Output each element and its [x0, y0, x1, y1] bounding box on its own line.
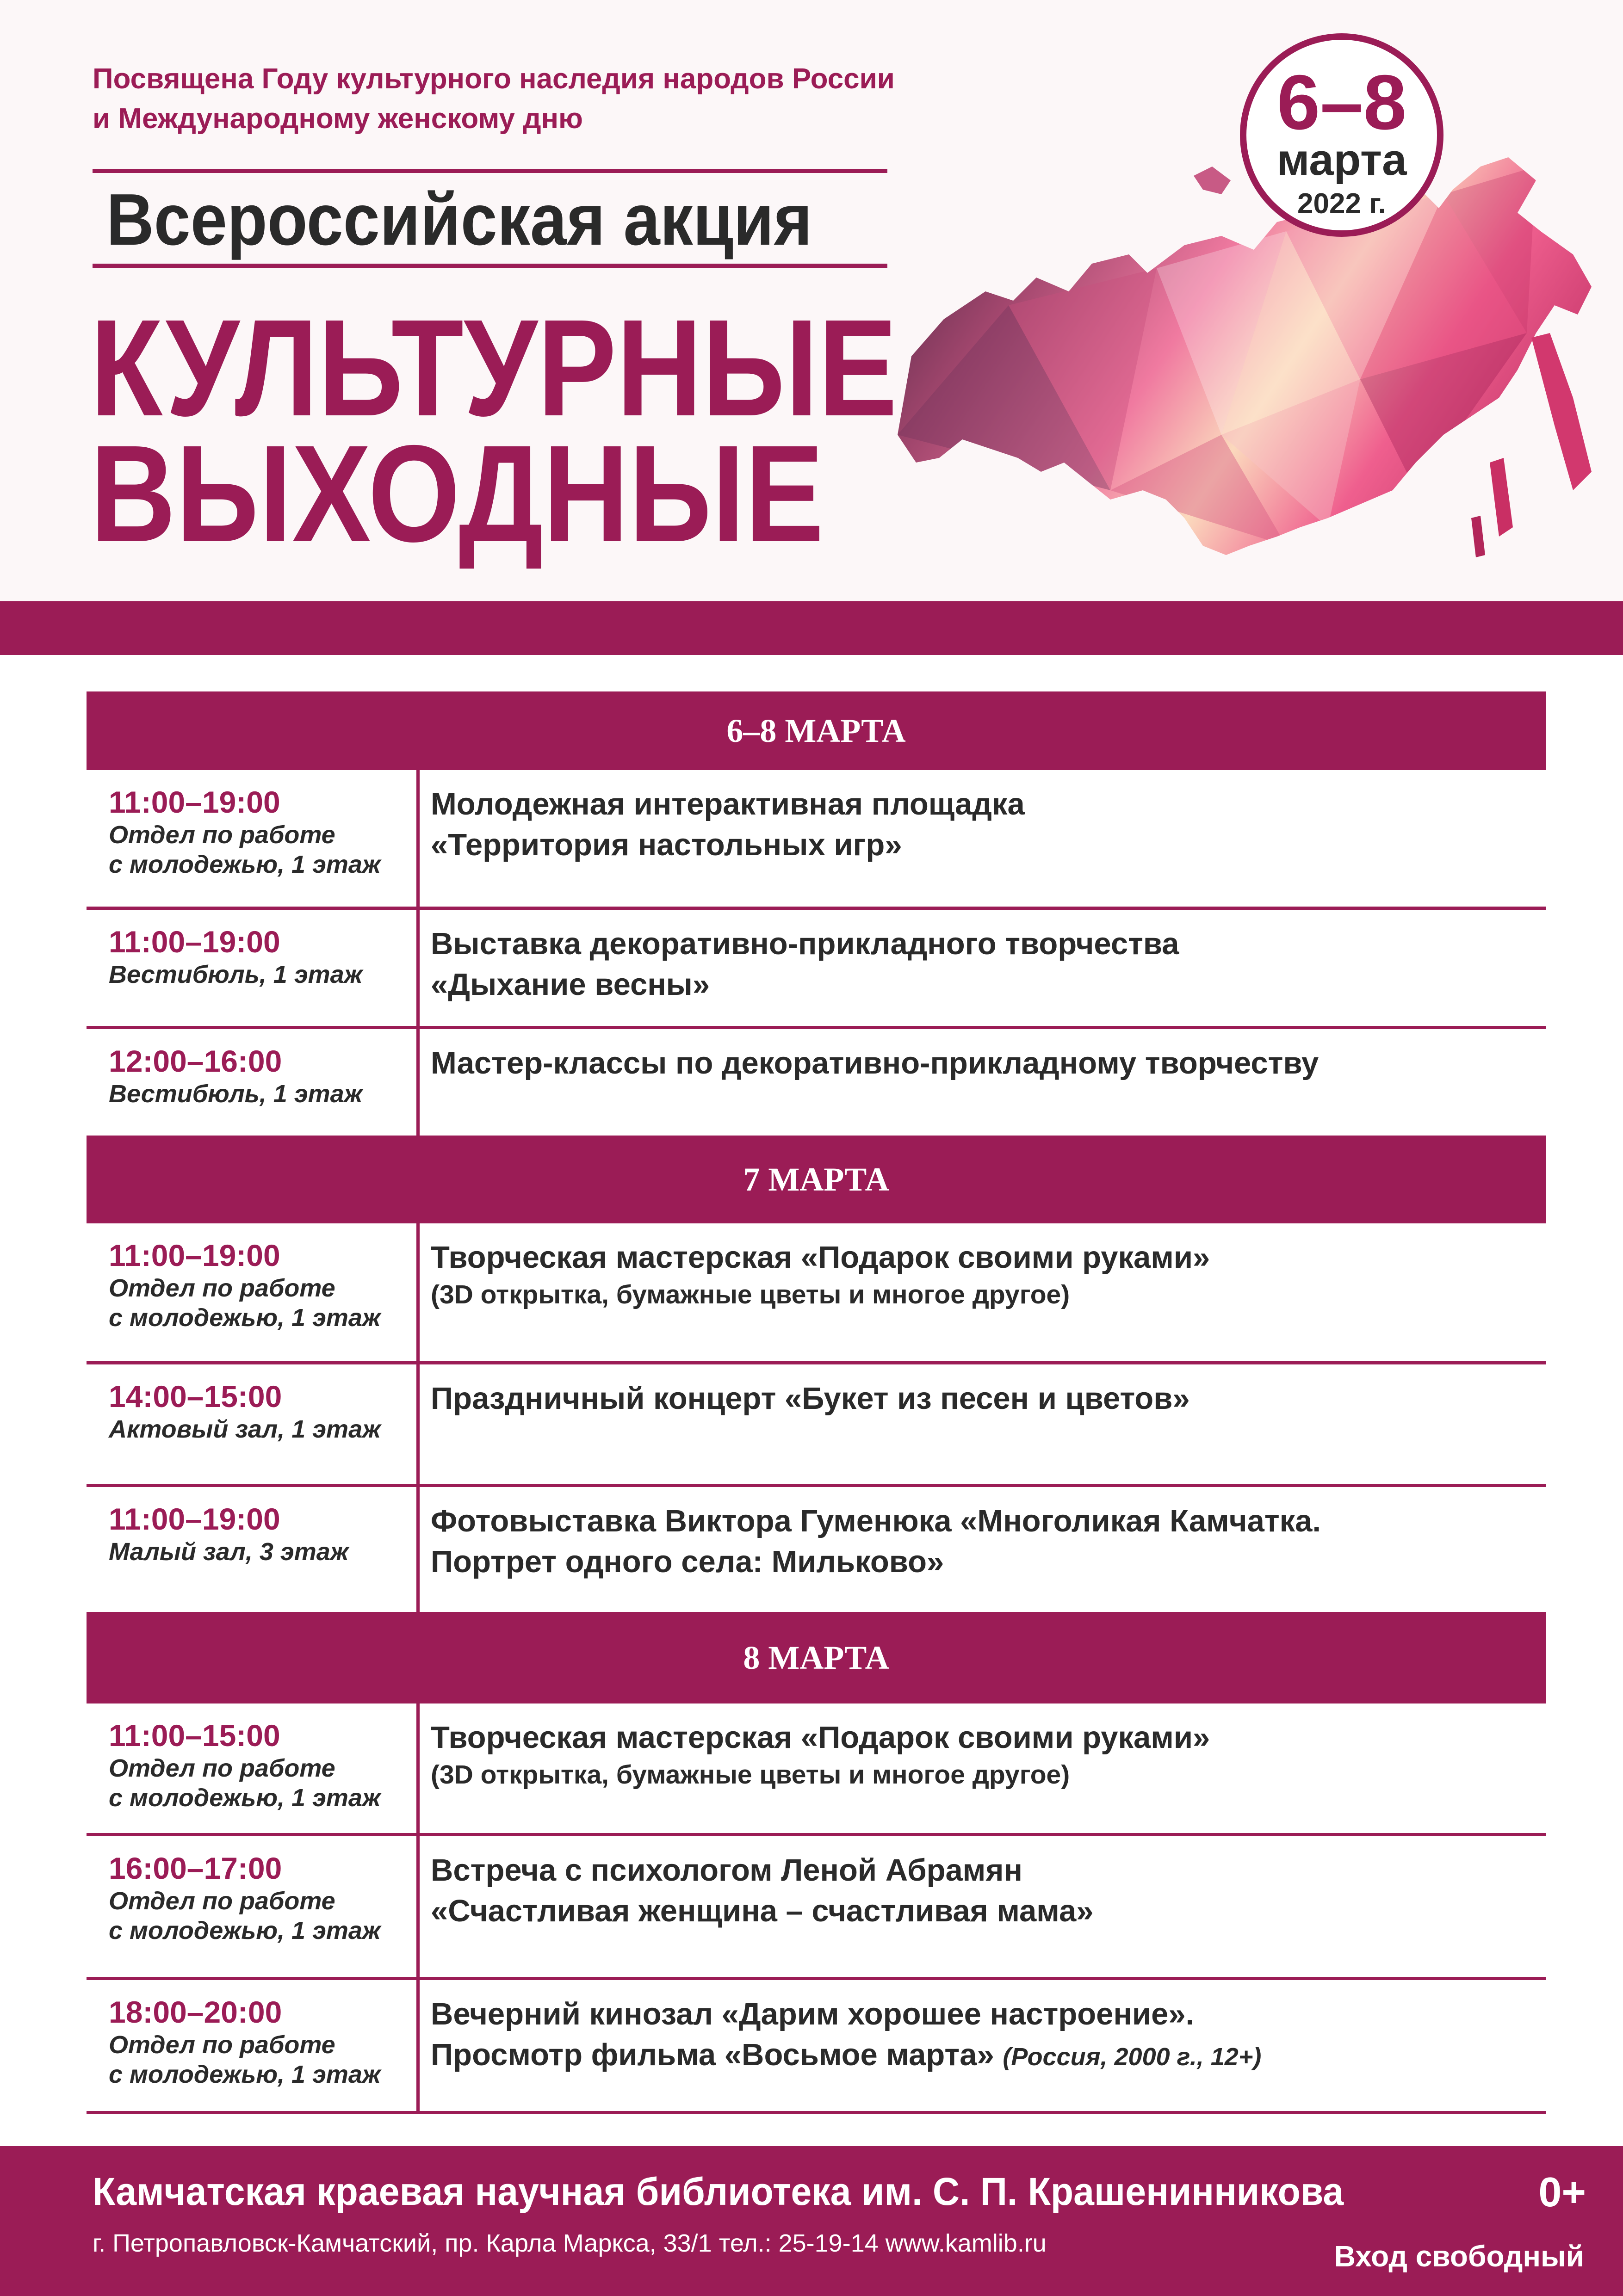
- day-header: 7 МАРТА: [87, 1136, 1546, 1223]
- event-title: Портрет одного села: Мильково»: [431, 1544, 944, 1579]
- action-heading: Всероссийская акция: [106, 179, 812, 260]
- title-rule-top: [93, 169, 887, 173]
- event-note: (Россия, 2000 г., 12+): [1003, 2043, 1262, 2071]
- event-venue: с молодежью, 1 этаж: [109, 851, 381, 878]
- event-venue: с молодежью, 1 этаж: [109, 2061, 381, 2088]
- event-time-venue: [87, 1703, 420, 1833]
- event-time: 14:00–15:00: [109, 1379, 282, 1413]
- event-description: [420, 1487, 1546, 1612]
- event-row: [87, 1029, 1546, 1136]
- library-name: Камчатская краевая научная библиотека им. С. П. Крашенинникова: [93, 2170, 1344, 2213]
- footer: [0, 2146, 1623, 2296]
- event-title: Встреча с психологом Леной Абрамян: [431, 1853, 1022, 1888]
- event-venue: Отдел по работе: [109, 1754, 335, 1782]
- event-venue: с молодежью, 1 этаж: [109, 1917, 381, 1944]
- event-time-venue: [87, 1487, 420, 1612]
- event-title: Праздничный концерт «Букет из песен и цветов»: [431, 1381, 1190, 1416]
- event-time: 12:00–16:00: [109, 1044, 282, 1078]
- dedication: [93, 59, 925, 139]
- event-title: Творческая мастерская «Подарок своими руками»: [431, 1240, 1210, 1275]
- event-row: [87, 770, 1546, 910]
- poster-title: [90, 291, 898, 571]
- title-rule-bottom: [93, 264, 887, 268]
- event-time: 11:00–19:00: [109, 785, 280, 819]
- event-row: [87, 910, 1546, 1029]
- date-badge: [1240, 33, 1443, 237]
- event-description: [420, 1364, 1546, 1484]
- age-rating: 0+: [1538, 2169, 1586, 2216]
- poster-title-line: КУЛЬТУРНЫЕ: [90, 291, 898, 445]
- event-time: 11:00–19:00: [109, 1502, 280, 1536]
- event-time: 11:00–15:00: [109, 1718, 280, 1753]
- event-description: [420, 1029, 1546, 1136]
- event-description: [420, 1223, 1546, 1361]
- event-title: «Территория настольных игр»: [431, 827, 902, 862]
- badge-year: 2022 г.: [1297, 188, 1386, 220]
- event-venue: Отдел по работе: [109, 821, 335, 849]
- poster-header: [0, 0, 1623, 601]
- event-time-venue: [87, 1364, 420, 1484]
- event-time: 11:00–19:00: [109, 1238, 280, 1272]
- event-venue: Актовый зал, 1 этаж: [109, 1415, 381, 1443]
- schedule-table: [87, 691, 1546, 2114]
- russia-map-illustration: [870, 135, 1619, 592]
- event-time-venue: [87, 1029, 420, 1136]
- event-venue: с молодежью, 1 этаж: [109, 1304, 381, 1332]
- event-title: Творческая мастерская «Подарок своими руками»: [431, 1720, 1210, 1755]
- event-row: [87, 1364, 1546, 1487]
- event-venue: Отдел по работе: [109, 1887, 335, 1915]
- event-venue: Вестибюль, 1 этаж: [109, 1080, 363, 1108]
- event-title-with-note: [431, 2035, 1546, 2077]
- event-description: [420, 1980, 1546, 2111]
- event-venue: Малый зал, 3 этаж: [109, 1538, 349, 1566]
- event-description: [420, 770, 1546, 907]
- event-time-venue: [87, 910, 420, 1026]
- event-row: [87, 1703, 1546, 1836]
- library-address: г. Петропавловск-Камчатский, пр. Карла Маркса, 33/1 тел.: 25-19-14 www.kamlib.ru: [93, 2229, 1047, 2257]
- header-band: [0, 601, 1623, 655]
- event-row: [87, 1223, 1546, 1364]
- event-title: «Счастливая женщина – счастливая мама»: [431, 1894, 1094, 1928]
- event-row: [87, 1980, 1546, 2114]
- event-venue: с молодежью, 1 этаж: [109, 1784, 381, 1812]
- event-title-text: Просмотр фильма «Восьмое марта»: [431, 2037, 994, 2072]
- event-subtitle: (3D открытка, бумажные цветы и многое другое): [431, 1280, 1070, 1309]
- event-time: 18:00–20:00: [109, 1995, 282, 2029]
- free-entry: Вход свободный: [1334, 2240, 1584, 2273]
- event-row: [87, 1836, 1546, 1980]
- event-title: Фотовыставка Виктора Гуменюка «Многоликая Камчатка.: [431, 1504, 1321, 1538]
- event-title: «Дыхание весны»: [431, 967, 710, 1002]
- event-row: [87, 1487, 1546, 1612]
- event-title: Выставка декоративно-прикладного творчества: [431, 926, 1179, 961]
- event-venue: Вестибюль, 1 этаж: [109, 961, 363, 988]
- event-title: Мастер-классы по декоративно-прикладному творчеству: [431, 1046, 1319, 1080]
- dedication-line: и Международному женскому дню: [93, 103, 583, 135]
- day-header: 8 МАРТА: [87, 1612, 1546, 1703]
- event-title: Молодежная интерактивная площадка: [431, 787, 1025, 821]
- event-venue: Отдел по работе: [109, 1274, 335, 1302]
- day-header: 6–8 МАРТА: [87, 691, 1546, 770]
- event-time-venue: [87, 770, 420, 907]
- event-time-venue: [87, 1980, 420, 2111]
- event-title: Вечерний кинозал «Дарим хорошее настроение».: [431, 1997, 1195, 2031]
- event-time: 16:00–17:00: [109, 1851, 282, 1885]
- event-subtitle: (3D открытка, бумажные цветы и многое другое): [431, 1760, 1070, 1790]
- event-description: [420, 910, 1546, 1026]
- event-description: [420, 1703, 1546, 1833]
- event-time-venue: [87, 1223, 420, 1361]
- badge-month: марта: [1276, 135, 1407, 185]
- badge-dates: 6–8: [1276, 59, 1407, 146]
- dedication-line: Посвящена Году культурного наследия народов России: [93, 63, 895, 95]
- event-description: [420, 1836, 1546, 1977]
- event-venue: Отдел по работе: [109, 2031, 335, 2059]
- event-time: 11:00–19:00: [109, 925, 280, 959]
- poster-title-line: ВЫХОДНЫЕ: [90, 417, 824, 571]
- event-time-venue: [87, 1836, 420, 1977]
